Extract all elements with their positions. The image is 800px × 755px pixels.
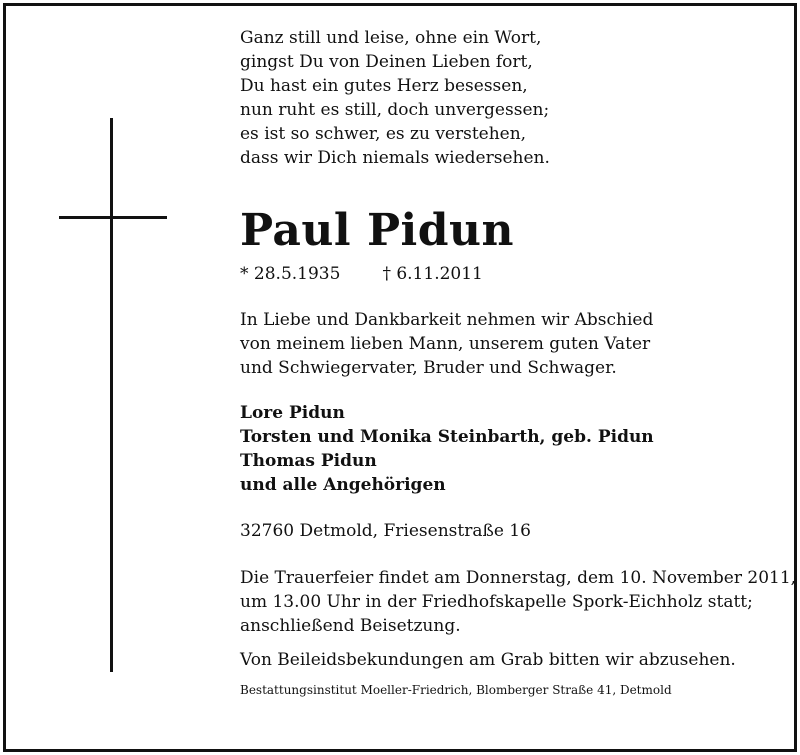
condolence-notice: Von Beileidsbekundungen am Grab bitten wir abzusehen. xyxy=(240,650,736,670)
cross-horizontal-bar xyxy=(59,216,167,219)
mourner: Lore Pidun xyxy=(240,403,345,423)
mourner: Thomas Pidun xyxy=(240,451,377,471)
poem-line: gingst Du von Deinen Lieben fort, xyxy=(240,52,533,72)
mourners-list xyxy=(240,401,780,497)
deceased-name: Paul Pidun xyxy=(240,205,514,256)
ceremony-info xyxy=(240,566,797,638)
farewell-line: In Liebe und Dankbarkeit nehmen wir Abschied xyxy=(240,310,654,330)
poem-line: Du hast ein gutes Herz besessen, xyxy=(240,76,528,96)
obituary-content xyxy=(240,26,797,698)
life-dates xyxy=(240,262,780,286)
ceremony-line: anschließend Beisetzung. xyxy=(240,616,461,636)
poem-line: es ist so schwer, es zu verstehen, xyxy=(240,124,527,144)
death-date: † 6.11.2011 xyxy=(382,264,483,284)
birth-date: * 28.5.1935 xyxy=(240,264,341,284)
cross-vertical-bar xyxy=(110,118,113,672)
ceremony-line: Die Trauerfeier findet am Donnerstag, dem 10. November 2011, xyxy=(240,568,797,588)
undertaker-info: Bestattungsinstitut Moeller-Friedrich, Blomberger Straße 41, Detmold xyxy=(240,683,672,697)
family-address: 32760 Detmold, Friesenstraße 16 xyxy=(240,521,531,541)
poem-line: nun ruht es still, doch unvergessen; xyxy=(240,100,550,120)
farewell-line: von meinem lieben Mann, unserem guten Vater xyxy=(240,334,651,354)
mourner: und alle Angehörigen xyxy=(240,475,446,495)
ceremony-line: um 13.00 Uhr in der Friedhofskapelle Spork-Eichholz statt; xyxy=(240,592,753,612)
farewell-text xyxy=(240,308,780,380)
poem-line: dass wir Dich niemals wiedersehen. xyxy=(240,148,550,168)
poem xyxy=(240,26,780,170)
farewell-line: und Schwiegervater, Bruder und Schwager. xyxy=(240,358,617,378)
poem-line: Ganz still und leise, ohne ein Wort, xyxy=(240,28,542,48)
mourner: Torsten und Monika Steinbarth, geb. Pidun xyxy=(240,427,654,447)
